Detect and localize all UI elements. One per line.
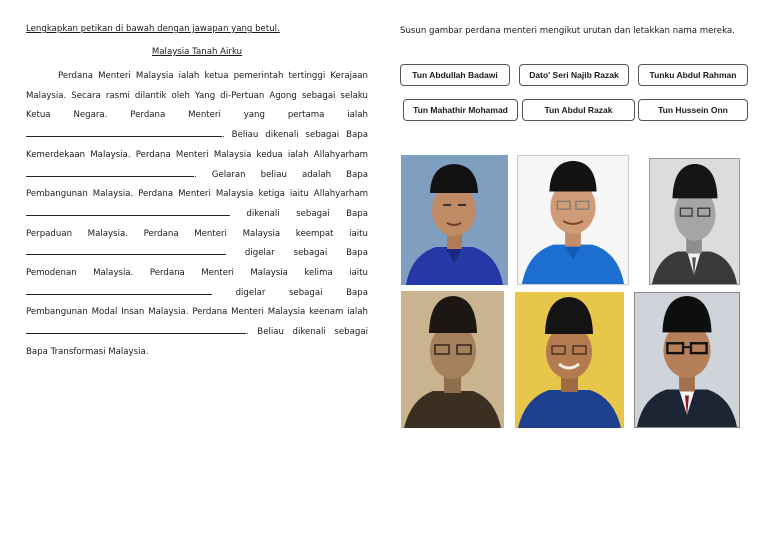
passage-sentence-1: Perdana Menteri Malaysia ialah ketua pemerintah tertinggi Kerajaan Malaysia. Secara rasmi dilantik oleh Yang di-Pertuan Agong sebagai selaku Ketua Negara. Perdana Menteri yang pertama ialah bbox=[26, 71, 368, 121]
portrait-5-image bbox=[515, 292, 624, 428]
passage-sentence-5: digelar sebagai Bapa Pemodenan Malaysia. Perdana Menteri Malaysia kelima iaitu bbox=[26, 248, 368, 279]
passage-paragraph bbox=[26, 67, 368, 363]
answer-blank-4[interactable] bbox=[26, 245, 226, 255]
name-label-abdullah-badawi[interactable]: Tun Abdullah Badawi bbox=[400, 64, 510, 86]
answer-blank-5[interactable] bbox=[26, 285, 212, 295]
instruction-text: Lengkapkan petikan di bawah dengan jawapan yang betul. bbox=[26, 24, 280, 34]
passage-sentence-6: digelar sebagai Bapa Pembangunan Modal Insan Malaysia. Perdana Menteri Malaysia keenam ialah bbox=[26, 287, 369, 318]
passage-title: Malaysia Tanah Airku bbox=[151, 47, 243, 57]
arrange-photos-section bbox=[400, 22, 750, 41]
portrait-3-image bbox=[650, 159, 739, 284]
portrait-photo-2[interactable] bbox=[517, 155, 629, 285]
passage-sentence-7: . Beliau dikenali sebagai Bapa Transformasi Malaysia. bbox=[26, 327, 368, 357]
name-label-mahathir-mohamad[interactable]: Tun Mahathir Mohamad bbox=[403, 99, 518, 121]
answer-blank-2[interactable] bbox=[26, 167, 194, 177]
right-instruction-text: Susun gambar perdana menteri mengikut urutan dan letakkan nama mereka. bbox=[400, 26, 735, 36]
portrait-4-image bbox=[401, 291, 504, 428]
portrait-photo-3[interactable] bbox=[649, 158, 740, 285]
passage-sentence-3: . Gelaran beliau adalah Bapa Pembangunan Malaysia. Perdana Menteri Malaysia ketiga iaitu Allahyarham bbox=[26, 169, 368, 200]
portrait-photo-6[interactable] bbox=[634, 292, 740, 428]
answer-blank-1[interactable] bbox=[26, 127, 222, 137]
fill-in-passage-section bbox=[26, 22, 368, 363]
answer-blank-6[interactable] bbox=[26, 324, 246, 334]
name-label-tunku-abdul-rahman[interactable]: Tunku Abdul Rahman bbox=[638, 64, 748, 86]
portrait-6-image bbox=[635, 293, 739, 427]
portrait-photo-1[interactable] bbox=[401, 155, 508, 285]
portrait-photo-4[interactable] bbox=[401, 291, 504, 428]
passage-sentence-2: . Beliau dikenali sebagai Bapa Kemerdekaan Malaysia. Perdana Menteri Malaysia kedua ialah Allahyarham bbox=[26, 130, 368, 160]
name-label-hussein-onn[interactable]: Tun Hussein Onn bbox=[638, 99, 748, 121]
portrait-photo-5[interactable] bbox=[515, 292, 624, 428]
portrait-2-image bbox=[518, 156, 628, 284]
name-label-abdul-razak[interactable]: Tun Abdul Razak bbox=[522, 99, 635, 121]
passage-sentence-4: dikenali sebagai Bapa Perpaduan Malaysia. Perdana Menteri Malaysia keempat iaitu bbox=[26, 208, 369, 239]
answer-blank-3[interactable] bbox=[26, 206, 230, 216]
portrait-1-image bbox=[401, 155, 508, 285]
name-label-najib-razak[interactable]: Dato' Seri Najib Razak bbox=[519, 64, 629, 86]
